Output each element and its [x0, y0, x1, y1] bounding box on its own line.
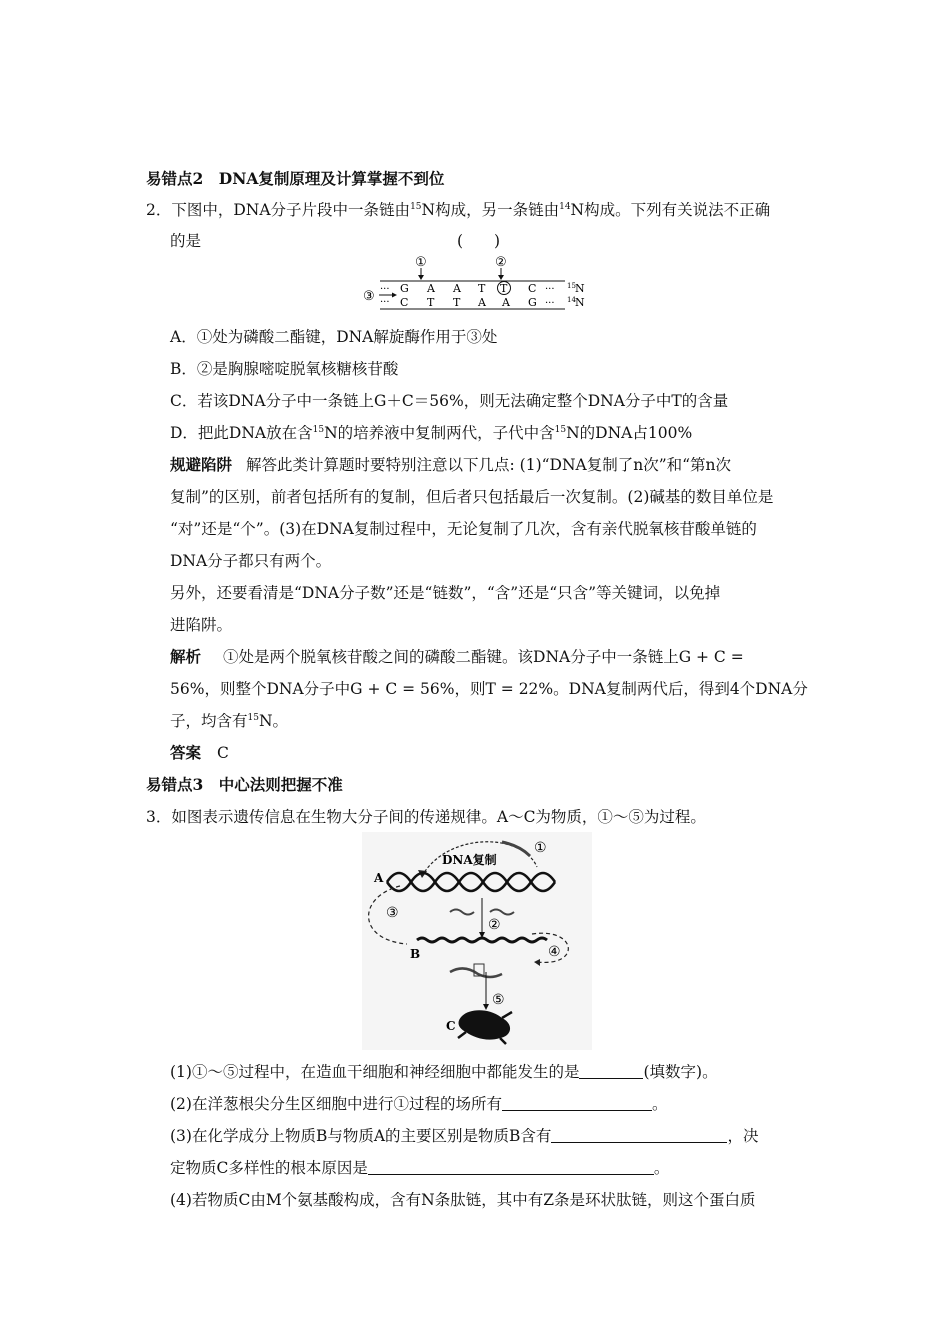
analysis-text-1: ①处是两个脱氧核苷酸之间的磷酸二酯键。该DNA分子中一条链上G + C = — [223, 648, 744, 666]
opt-d-c: N的DNA占100% — [566, 424, 693, 442]
sub-question-3a — [170, 1125, 758, 1147]
analysis-line-2: 56%，则整个DNA分子中G + C = 56%，则T = 22%。DNA复制两代后，得到4个DNA分 — [170, 680, 808, 698]
marker-3: ③ — [363, 289, 375, 304]
analysis-line-1 — [170, 646, 744, 668]
sub2-end: 。 — [651, 1095, 668, 1113]
process-1: ① — [534, 840, 547, 856]
analysis-text-3b: N。 — [258, 712, 289, 730]
analysis-label: 解析 — [170, 647, 202, 666]
option-b: B．②是胸腺嘧啶脱氧核糖核苷酸 — [170, 360, 399, 378]
bottom-base-2: T — [427, 296, 435, 309]
answer-line — [170, 742, 229, 764]
top-base-6: C — [528, 282, 537, 295]
trap-line-4: DNA分子都只有两个。 — [170, 552, 332, 570]
sup-15: 15 — [554, 425, 567, 435]
bottom-base-3: T — [453, 296, 461, 309]
sub1-text: (1)①～⑤过程中，在造血干细胞和神经细胞中都能发生的是 — [170, 1063, 580, 1081]
top-base-2: A — [427, 282, 435, 295]
bottom-base-4: A — [478, 296, 486, 309]
question3-line1 — [146, 806, 706, 828]
central-dogma-figure — [362, 832, 592, 1050]
label-c: C — [446, 1019, 456, 1033]
sub3-end-b: 。 — [653, 1159, 670, 1177]
sub1-end: (填数字)。 — [643, 1063, 718, 1081]
sup-15: 15 — [247, 713, 259, 723]
sub-question-1 — [170, 1061, 718, 1083]
dna-strand-figure — [360, 248, 600, 314]
trap-text-1: 解答此类计算题时要特别注意以下几点: (1)“DNA复制了n次”和“第n次 — [246, 456, 732, 474]
trap-line-1 — [170, 454, 731, 476]
trap-line-5: 另外，还要看清是“DNA分子数”还是“链数”，“含”还是“只含”等关键词，以免掉 — [170, 584, 721, 602]
sub-question-2 — [170, 1093, 667, 1115]
question2-line2: 的是 — [170, 232, 202, 250]
label-a: A — [374, 871, 384, 885]
sub3-answer-blank-2[interactable] — [368, 1159, 654, 1175]
label-b: B — [410, 947, 421, 961]
bottom-dots-left: ··· — [380, 297, 390, 308]
marker-1: ① — [415, 255, 427, 270]
q2-text-b: N构成，另一条链由 — [421, 201, 560, 219]
top-dots-left: ··· — [380, 284, 390, 295]
top-base-4: T — [478, 282, 486, 295]
question2-number: 2． — [146, 201, 172, 219]
process-4: ④ — [548, 944, 561, 960]
sub-question-3b — [170, 1157, 669, 1179]
bottom-dots-right: ··· — [545, 298, 555, 309]
answer-value: C — [217, 744, 229, 762]
sub3-end-a: ，决 — [727, 1127, 759, 1145]
top-base-5: T — [500, 282, 508, 295]
process-5: ⑤ — [492, 992, 505, 1008]
process-3: ③ — [386, 905, 399, 921]
process-2: ② — [488, 917, 501, 933]
option-d — [170, 422, 692, 444]
bottom-label-n: N — [575, 296, 585, 309]
top-label-sup: 15 — [567, 282, 576, 290]
option-c: C．若该DNA分子中一条链上G＋C＝56%，则无法确定整个DNA分子中T的含量 — [170, 392, 729, 410]
marker-2: ② — [495, 255, 507, 270]
top-dots-right: ··· — [545, 284, 555, 295]
sup-14: 14 — [559, 202, 571, 212]
analysis-line-3 — [170, 710, 288, 732]
analysis-text-3a: 子，均含有 — [170, 712, 248, 730]
sub2-text: (2)在洋葱根尖分生区细胞中进行①过程的场所有 — [170, 1095, 502, 1113]
trap-line-2: 复制”的区别，前者包括所有的复制，但后者只包括最后一次复制。(2)碱基的数目单位是 — [170, 488, 774, 506]
top-base-1: G — [400, 282, 409, 295]
sub-question-4: (4)若物质C由M个氨基酸构成，含有N条肽链，其中有Z条是环状肽链，则这个蛋白质 — [170, 1191, 756, 1209]
bottom-base-5: A — [502, 296, 510, 309]
sub3-text-b: 定物质C多样性的根本原因是 — [170, 1159, 368, 1177]
option-a: A．①处为磷酸二酯键，DNA解旋酶作用于③处 — [170, 328, 498, 346]
bottom-base-1: C — [400, 296, 409, 309]
sub1-answer-blank[interactable] — [579, 1063, 643, 1079]
top-base-3: A — [453, 282, 461, 295]
trap-line-6: 进陷阱。 — [170, 616, 233, 634]
bottom-base-6: G — [528, 296, 537, 309]
sub2-answer-blank[interactable] — [502, 1095, 652, 1111]
bottom-label-sup: 14 — [567, 296, 576, 304]
q2-text-c: N构成。下列有关说法不正确 — [570, 201, 771, 219]
answer-paren: ( ) — [457, 232, 501, 250]
dna-replication-label: DNA复制 — [442, 853, 497, 867]
sup-15: 15 — [410, 202, 422, 212]
section2-heading: 易错点2 DNA复制原理及计算掌握不到位 — [146, 169, 445, 188]
trap-line-3: “对”还是“个”。(3)在DNA复制过程中，无论复制了几次，含有亲代脱氧核苷酸单链的 — [170, 520, 757, 538]
opt-d-b: N的培养液中复制两代，子代中含 — [324, 424, 555, 442]
question2-line1 — [146, 199, 770, 221]
answer-label: 答案 — [170, 743, 202, 762]
q3-text: 如图表示遗传信息在生物大分子间的传递规律。A～C为物质，①～⑤为过程。 — [171, 808, 706, 826]
opt-d-a: D．把此DNA放在含 — [170, 424, 313, 442]
question3-number: 3． — [146, 808, 172, 826]
top-label-n: N — [575, 282, 585, 295]
section3-heading: 易错点3 中心法则把握不准 — [146, 775, 343, 794]
sup-15: 15 — [312, 425, 325, 435]
q2-text-a: 下图中，DNA分子片段中一条链由 — [171, 201, 411, 219]
sub3-text-a: (3)在化学成分上物质B与物质A的主要区别是物质B含有 — [170, 1127, 552, 1145]
trap-label: 规避陷阱 — [170, 455, 233, 474]
sub3-answer-blank-1[interactable] — [551, 1127, 727, 1143]
